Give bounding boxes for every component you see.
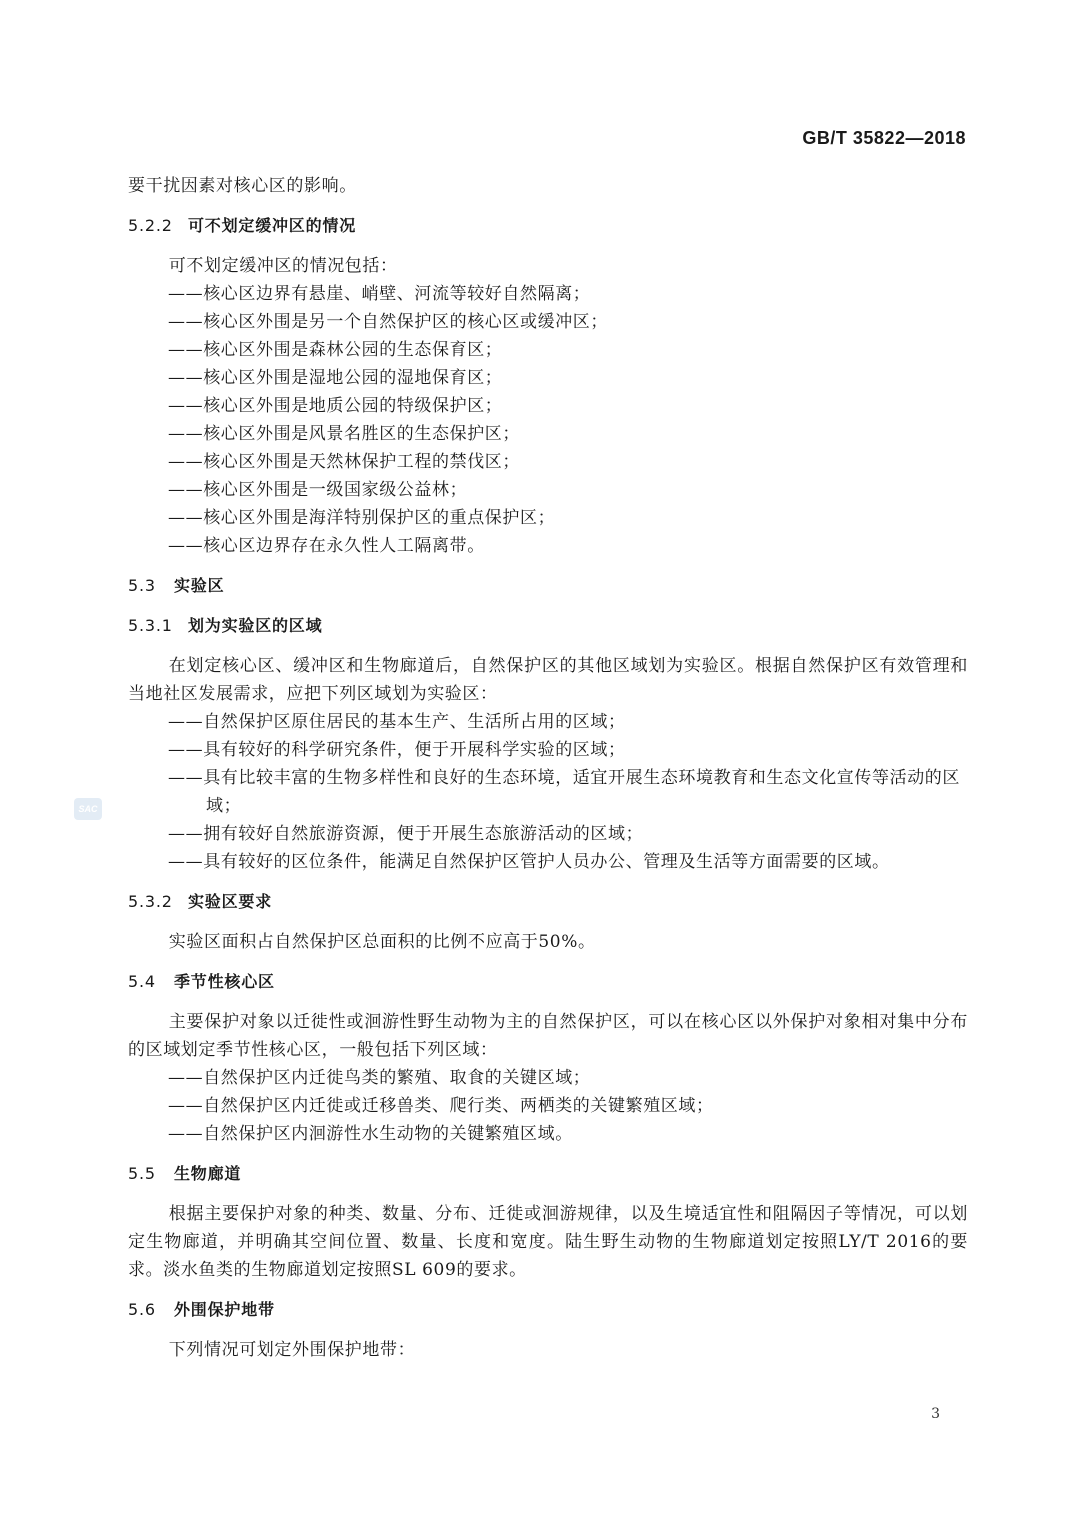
- list-item: ——拥有较好自然旅游资源，便于开展生态旅游活动的区域；: [168, 824, 644, 844]
- section-5-4-paragraph: 主要保护对象以迁徙性或洄游性野生动物为主的自然保护区，可以在核心区以外保护对象相对集中分布的区域划定季节性核心区，一般包括下列区域：: [128, 1012, 968, 1060]
- list-item: ——具有比较丰富的生物多样性和良好的生态环境，适宜开展生态环境教育和生态文化宣传等活动的区域；: [168, 768, 960, 816]
- list-item: ——核心区外围是地质公园的特级保护区；: [168, 396, 503, 416]
- section-title: 季节性核心区: [174, 972, 275, 991]
- section-title: 实验区要求: [188, 892, 273, 911]
- section-5-3-1-heading: [128, 612, 968, 640]
- intro-tail-text: 要干扰因素对核心区的影响。: [128, 176, 357, 196]
- list-item: ——具有较好的区位条件，能满足自然保护区管护人员办公、管理及生活等方面需要的区域。: [168, 852, 890, 872]
- section-5-6-lead: 下列情况可划定外围保护地带：: [168, 1340, 416, 1360]
- section-number: 5.4: [128, 972, 156, 991]
- section-number: 5.3.2: [128, 892, 173, 911]
- section-number: 5.3: [128, 576, 156, 595]
- list-item: ——核心区外围是一级国家级公益林；: [168, 480, 468, 500]
- section-title: 生物廊道: [174, 1164, 242, 1183]
- list-item: ——核心区外围是天然林保护工程的禁伐区；: [168, 452, 520, 472]
- section-5-2-2-lead: 可不划定缓冲区的情况包括：: [168, 256, 398, 276]
- sac-watermark-logo: SAC: [74, 798, 102, 820]
- section-5-5-paragraph: 根据主要保护对象的种类、数量、分布、迁徙或洄游规律，以及生境适宜性和阻隔因子等情况，可以划定生物廊道，并明确其空间位置、数量、长度和宽度。陆生野生动物的生物廊道划定按照LY/T 2016的要求。淡水鱼类的生物廊道划定按照SL 609的要求。: [128, 1204, 968, 1280]
- section-title: 划为实验区的区域: [188, 616, 323, 635]
- list-item: ——自然保护区原住居民的基本生产、生活所占用的区域；: [168, 712, 626, 732]
- list-item: ——自然保护区内洄游性水生动物的关键繁殖区域。: [168, 1124, 573, 1144]
- section-number: 5.5: [128, 1164, 156, 1183]
- section-5-3-1-paragraph: 在划定核心区、缓冲区和生物廊道后，自然保护区的其他区域划为实验区。根据自然保护区有效管理和当地社区发展需求，应把下列区域划为实验区：: [128, 656, 968, 704]
- section-5-4-heading: [128, 968, 968, 996]
- section-number: 5.6: [128, 1300, 156, 1319]
- page-content: [128, 172, 968, 1364]
- section-number: 5.3.1: [128, 616, 173, 635]
- list-item: ——核心区边界有悬崖、峭壁、河流等较好自然隔离；: [168, 284, 591, 304]
- section-5-3-heading: [128, 572, 968, 600]
- section-title: 实验区: [174, 576, 225, 595]
- list-item: ——核心区外围是湿地公园的湿地保育区；: [168, 368, 503, 388]
- section-title: 外围保护地带: [174, 1300, 275, 1319]
- section-5-2-2-heading: [128, 212, 968, 240]
- list-item: ——自然保护区内迁徙鸟类的繁殖、取食的关键区域；: [168, 1068, 591, 1088]
- section-5-6-heading: [128, 1296, 968, 1324]
- section-title: 可不划定缓冲区的情况: [188, 216, 357, 235]
- list-item: ——具有较好的科学研究条件，便于开展科学实验的区域；: [168, 740, 626, 760]
- section-5-3-2-heading: [128, 888, 968, 916]
- section-5-5-heading: [128, 1160, 968, 1188]
- list-item: ——核心区边界存在永久性人工隔离带。: [168, 536, 485, 556]
- list-item: ——核心区外围是海洋特别保护区的重点保护区；: [168, 508, 556, 528]
- list-item: ——自然保护区内迁徙或迁移兽类、爬行类、两栖类的关键繁殖区域；: [168, 1096, 714, 1116]
- list-item: ——核心区外围是另一个自然保护区的核心区或缓冲区；: [168, 312, 608, 332]
- list-item: ——核心区外围是森林公园的生态保育区；: [168, 340, 503, 360]
- section-5-3-2-paragraph: 实验区面积占自然保护区总面积的比例不应高于50%。: [168, 932, 596, 952]
- standard-code: GB/T 35822—2018: [802, 128, 966, 148]
- section-number: 5.2.2: [128, 216, 173, 235]
- page-number: 3: [931, 1406, 940, 1422]
- list-item: ——核心区外围是风景名胜区的生态保护区；: [168, 424, 520, 444]
